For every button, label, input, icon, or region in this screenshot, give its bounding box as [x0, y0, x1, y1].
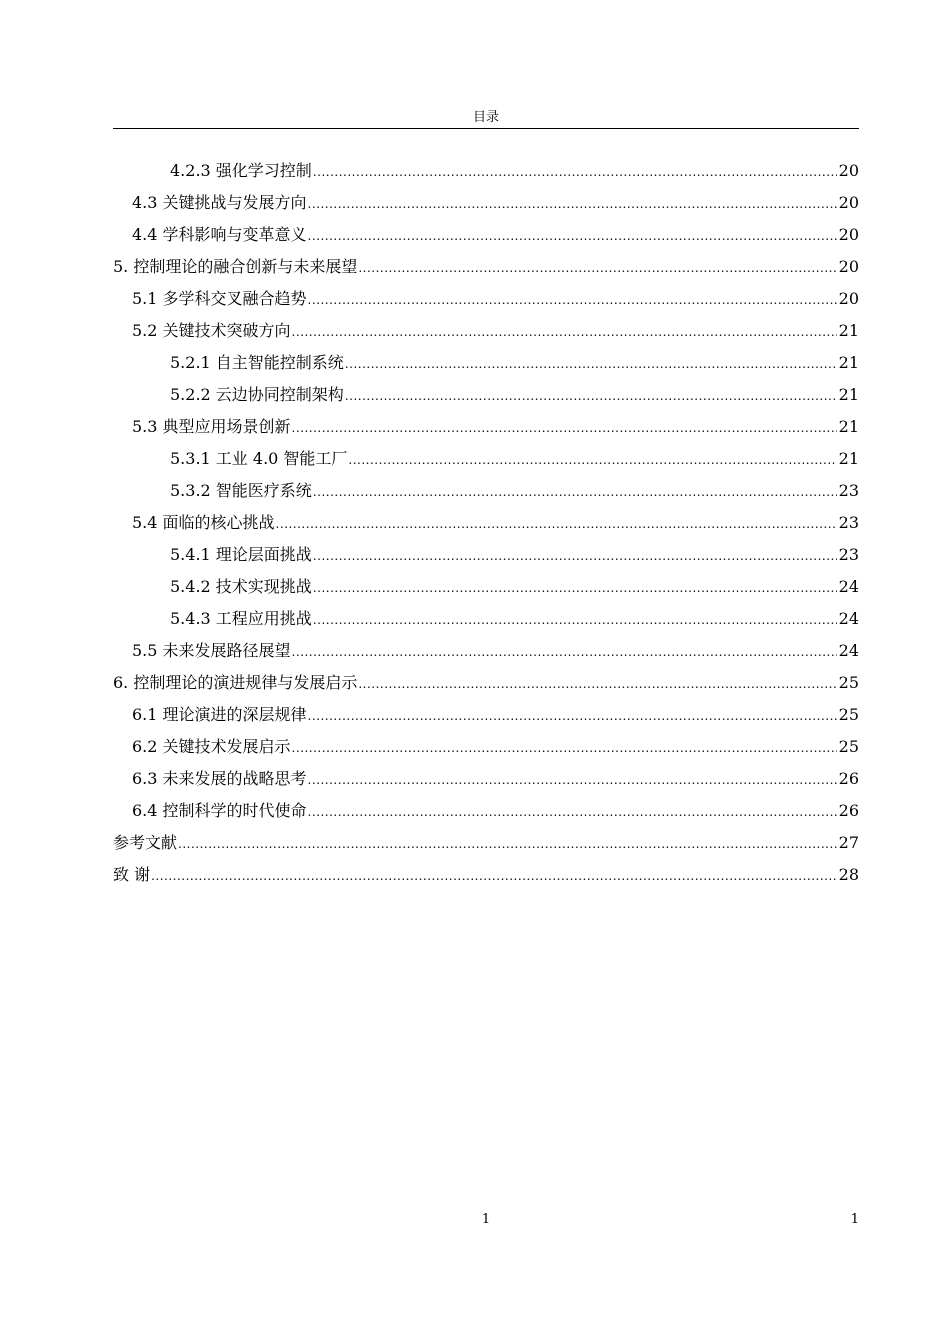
toc-entry[interactable]	[113, 283, 859, 315]
toc-entry-page: 20	[838, 161, 859, 180]
toc-entry[interactable]	[113, 219, 859, 251]
toc-entry[interactable]	[113, 859, 859, 891]
toc-entry-label: 5.4.2 技术实现挑战	[170, 577, 312, 596]
toc-entry[interactable]	[113, 507, 859, 539]
footer-page-number-center: 1	[481, 1212, 491, 1227]
toc-entry-page: 20	[838, 289, 859, 308]
toc-entry[interactable]	[113, 347, 859, 379]
header-divider	[113, 128, 859, 129]
toc-entry[interactable]	[113, 795, 859, 827]
toc-dot-leader	[276, 508, 837, 540]
toc-entry-page: 21	[838, 385, 859, 404]
toc-entry[interactable]	[113, 571, 859, 603]
toc-entry-page: 20	[838, 257, 859, 276]
toc-entry-page: 26	[838, 769, 859, 788]
toc-dot-leader	[308, 220, 837, 252]
toc-dot-leader	[348, 444, 836, 476]
toc-dot-leader	[308, 284, 837, 316]
footer-page-number-right: 1	[850, 1212, 859, 1227]
toc-dot-leader	[151, 860, 837, 892]
toc-entry-label: 5.2.2 云边协同控制架构	[170, 385, 344, 404]
toc-dot-leader	[308, 188, 837, 220]
toc-entry-page: 25	[838, 673, 859, 692]
page-header-title: 目录	[472, 110, 499, 125]
toc-entry-page: 26	[838, 801, 859, 820]
toc-entry-page: 25	[838, 737, 859, 756]
toc-dot-leader	[292, 412, 837, 444]
toc-entry[interactable]	[113, 763, 859, 795]
toc-entry-label: 5.3.1 工业 4.0 智能工厂	[170, 449, 348, 468]
toc-entry-label: 参考文献	[113, 833, 178, 852]
toc-entry-page: 24	[838, 641, 859, 660]
toc-entry[interactable]	[113, 475, 859, 507]
toc-entry[interactable]	[113, 155, 859, 187]
toc-entry-page: 21	[838, 449, 859, 468]
toc-entry-page: 23	[838, 481, 859, 500]
toc-entry-label: 6.2 关键技术发展启示	[132, 737, 291, 756]
toc-entry[interactable]	[113, 443, 859, 475]
toc-dot-leader	[313, 156, 837, 188]
toc-entry-label: 致 谢	[113, 865, 151, 884]
toc-entry-label: 5.4.3 工程应用挑战	[170, 609, 312, 628]
toc-dot-leader	[308, 700, 837, 732]
toc-dot-leader	[313, 572, 837, 604]
toc-dot-leader	[292, 316, 837, 348]
toc-entry-label: 5.4.1 理论层面挑战	[170, 545, 312, 564]
toc-entry[interactable]	[113, 667, 859, 699]
toc-entry-page: 23	[838, 513, 859, 532]
toc-dot-leader	[358, 668, 836, 700]
toc-entry-page: 23	[838, 545, 859, 564]
toc-dot-leader	[308, 796, 837, 828]
toc-entry[interactable]	[113, 315, 859, 347]
toc-entry-label: 6.1 理论演进的深层规律	[132, 705, 307, 724]
toc-entry[interactable]	[113, 731, 859, 763]
toc-entry-page: 24	[838, 609, 859, 628]
toc-entry-label: 4.4 学科影响与变革意义	[132, 225, 307, 244]
toc-entry-page: 21	[838, 321, 859, 340]
toc-dot-leader	[292, 732, 837, 764]
toc-entry-label: 5. 控制理论的融合创新与未来展望	[113, 257, 358, 276]
toc-entry-label: 5.1 多学科交叉融合趋势	[132, 289, 307, 308]
toc-entry-label: 5.4 面临的核心挑战	[132, 513, 275, 532]
toc-entry-page: 21	[838, 353, 859, 372]
toc-entry[interactable]	[113, 539, 859, 571]
toc-dot-leader	[313, 540, 837, 572]
toc-entry-page: 27	[838, 833, 859, 852]
toc-entry-page: 28	[838, 865, 859, 884]
toc-dot-leader	[308, 764, 837, 796]
toc-dot-leader	[178, 828, 837, 860]
toc-entry-page: 20	[838, 193, 859, 212]
table-of-contents	[113, 155, 859, 891]
toc-entry-label: 5.2.1 自主智能控制系统	[170, 353, 344, 372]
toc-dot-leader	[313, 604, 837, 636]
toc-entry-label: 5.3.2 智能医疗系统	[170, 481, 312, 500]
toc-entry[interactable]	[113, 251, 859, 283]
toc-entry-label: 6. 控制理论的演进规律与发展启示	[113, 673, 358, 692]
toc-entry-label: 4.2.3 强化学习控制	[170, 161, 312, 180]
toc-entry-label: 4.3 关键挑战与发展方向	[132, 193, 307, 212]
toc-dot-leader	[292, 636, 837, 668]
toc-entry-page: 20	[838, 225, 859, 244]
toc-dot-leader	[313, 476, 837, 508]
toc-dot-leader	[345, 380, 837, 412]
toc-entry-page: 25	[838, 705, 859, 724]
toc-dot-leader	[345, 348, 837, 380]
toc-entry-label: 5.2 关键技术突破方向	[132, 321, 291, 340]
toc-entry[interactable]	[113, 827, 859, 859]
toc-entry[interactable]	[113, 379, 859, 411]
toc-entry-label: 5.3 典型应用场景创新	[132, 417, 291, 436]
toc-entry[interactable]	[113, 411, 859, 443]
toc-entry-page: 24	[838, 577, 859, 596]
toc-entry-label: 5.5 未来发展路径展望	[132, 641, 291, 660]
toc-dot-leader	[358, 252, 836, 284]
toc-entry[interactable]	[113, 699, 859, 731]
toc-entry[interactable]	[113, 187, 859, 219]
toc-entry-label: 6.4 控制科学的时代使命	[132, 801, 307, 820]
toc-entry[interactable]	[113, 603, 859, 635]
toc-entry[interactable]	[113, 635, 859, 667]
toc-entry-label: 6.3 未来发展的战略思考	[132, 769, 307, 788]
toc-entry-page: 21	[838, 417, 859, 436]
